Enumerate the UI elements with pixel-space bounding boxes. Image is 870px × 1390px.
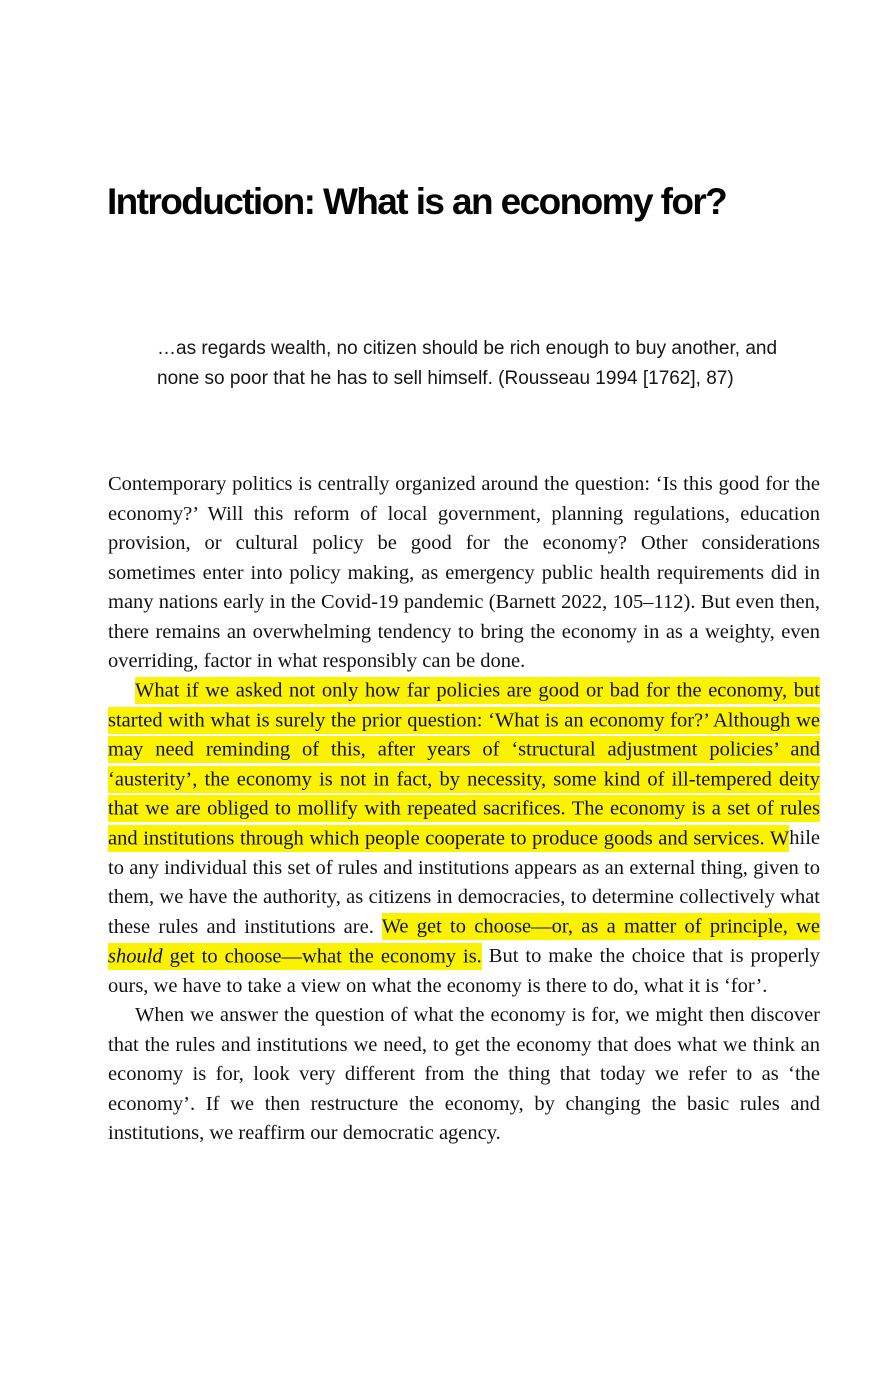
text-segment: Contemporary politics is centrally organized around the question: ‘Is this good for the economy?’ Will this reform of local government, planning regulations, education provision, or cultural policy be good for the economy? Other considerations sometimes enter into policy making, as emergency public health requirements did in many nations early in the Covid-19 pandemic (Barnett 2022, 105–112). But even then, there remains an overwhelming tendency to bring the economy in as a weighty, even overriding, factor in what responsibly can be done.: [108, 473, 820, 672]
paragraph: [108, 677, 820, 1002]
paragraph: [108, 470, 820, 677]
chapter-title: Introduction: What is an economy for?: [107, 181, 727, 222]
highlighted-text: [108, 943, 163, 970]
highlighted-text: get to choose—what the economy is.: [163, 943, 482, 970]
text-segment: But to make the choice that is properly ours, we have to take a view on what the economy is there to do, what it is ‘for’.: [108, 945, 820, 997]
epigraph-block: [157, 334, 817, 394]
italic-text: should: [108, 945, 163, 967]
highlighted-text: We get to choose—or, as a matter of principle, we: [382, 913, 820, 940]
text-segment: hile to any individual this set of rules and institutions appears as an external thing, given to them, we have the authority, as citizens in democracies, to determine collectively what these rules and institutions are.: [108, 827, 820, 938]
highlighted-text: What if we asked not only how far policies are good or bad for the economy, but started with what is surely the prior question: ‘What is an economy for?’ Although we may need reminding of this, after years of ‘structural adjustment policies’ and ‘austerity’, the economy is not in fact, by necessity, some kind of ill-tempered deity that we are obliged to mollify with repeated sacrifices. The economy is a set of rules and institutions through which people cooperate to produce goods and services. W: [108, 677, 820, 852]
body-text: [108, 470, 820, 1149]
paragraph: [108, 1001, 820, 1149]
epigraph-text: …as regards wealth, no citizen should be rich enough to buy another, and none so poor that he has to sell himself. (Rousseau 1994 [1762], 87): [157, 338, 778, 389]
text-segment: When we answer the question of what the economy is for, we might then discover that the rules and institutions we need, to get the economy that does what we think an economy is for, look very different from the thing that today we refer to as ‘the economy’. If we then restructure the economy, by changing the basic rules and institutions, we reaffirm our democratic agency.: [108, 1004, 820, 1144]
